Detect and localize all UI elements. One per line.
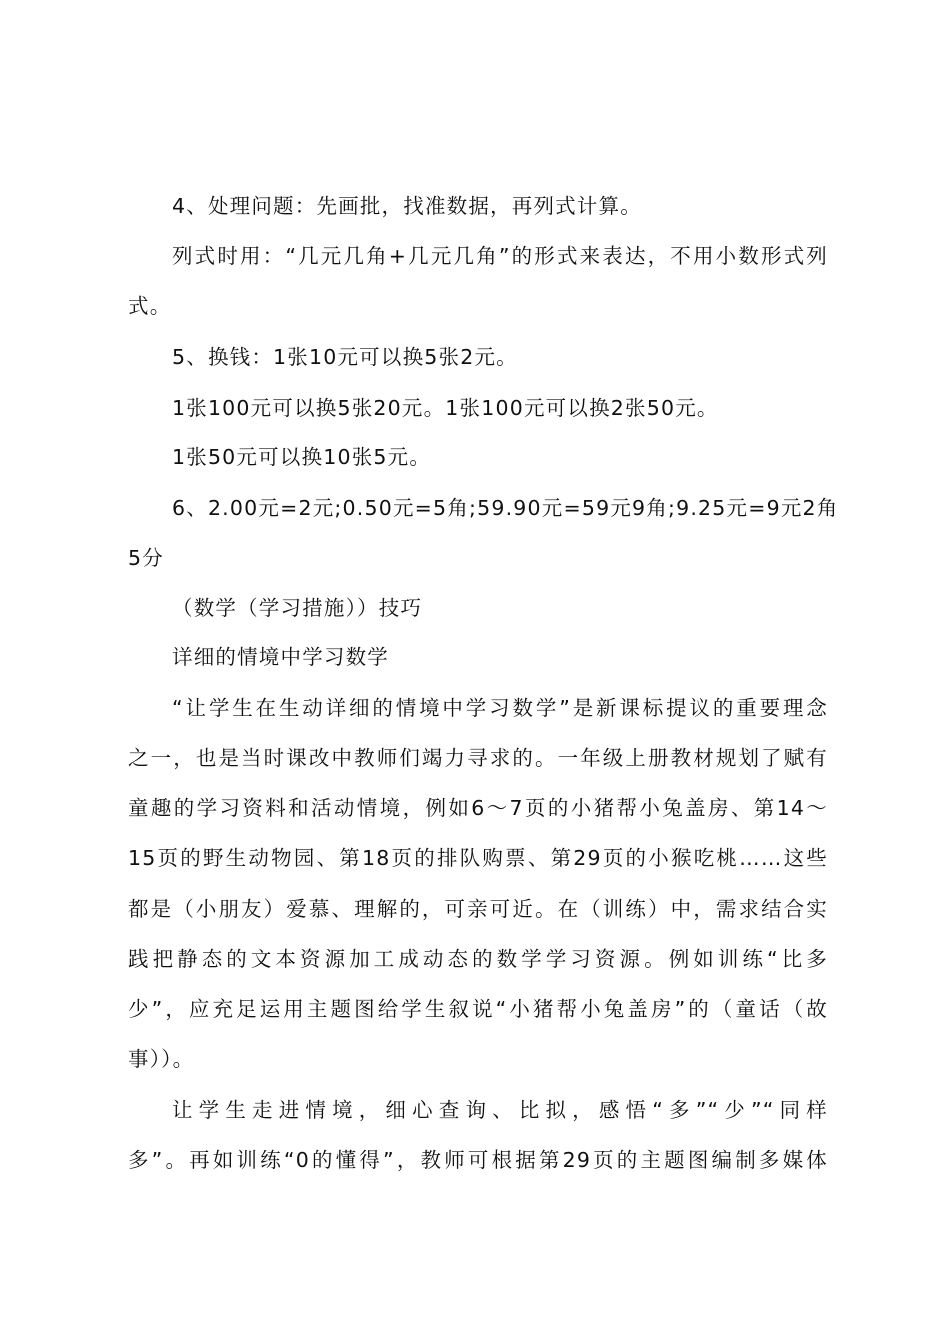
text-line-14: 15页的野生动物园、第18页的排队购票、第29页的小猴吃桃……这些	[128, 846, 828, 870]
text-line-3: 式。	[128, 294, 172, 318]
text-line-8: 5分	[128, 546, 164, 570]
text-line-6: 1张50元可以换10张5元。	[172, 445, 432, 469]
text-line-16: 践把静态的文本资源加工成动态的数学学习资源。例如训练“比多	[128, 947, 828, 971]
text-line-4: 5、换钱：1张10元可以换5张2元。	[172, 345, 518, 369]
text-line-20: 多”。再如训练“0的懂得”，教师可根据第29页的主题图编制多媒体	[128, 1148, 828, 1172]
text-line-12: 之一，也是当时课改中教师们竭力寻求的。一年级上册教材规划了赋有	[128, 746, 828, 770]
text-line-9: （数学（学习措施））技巧	[172, 596, 423, 620]
text-line-2: 列式时用：“几元几角+几元几角”的形式来表达，不用小数形式列	[172, 244, 828, 268]
text-line-11: “让学生在生动详细的情境中学习数学”是新课标提议的重要理念	[172, 696, 828, 720]
text-line-10: 详细的情境中学习数学	[172, 645, 389, 669]
text-line-5: 1张100元可以换5张20元。1张100元可以换2张50元。	[172, 396, 719, 420]
text-line-7: 6、2.00元=2元;0.50元=5角;59.90元=59元9角;9.25元=9元2角	[172, 496, 839, 520]
text-line-13: 童趣的学习资料和活动情境，例如6～7页的小猪帮小兔盖房、第14～	[128, 796, 828, 820]
text-line-1: 4、处理问题：先画批，找准数据，再列式计算。	[172, 194, 642, 218]
text-line-17: 少”，应充足运用主题图给学生叙说“小猪帮小兔盖房”的（童话（故	[128, 997, 828, 1021]
text-line-15: 都是（小朋友）爱慕、理解的，可亲可近。在（训练）中，需求结合实	[128, 897, 828, 921]
text-line-18: 事））。	[128, 1047, 195, 1071]
text-line-19: 让学生走进情境，细心查询、比拟，感悟“多”“少”“同样	[172, 1098, 828, 1122]
